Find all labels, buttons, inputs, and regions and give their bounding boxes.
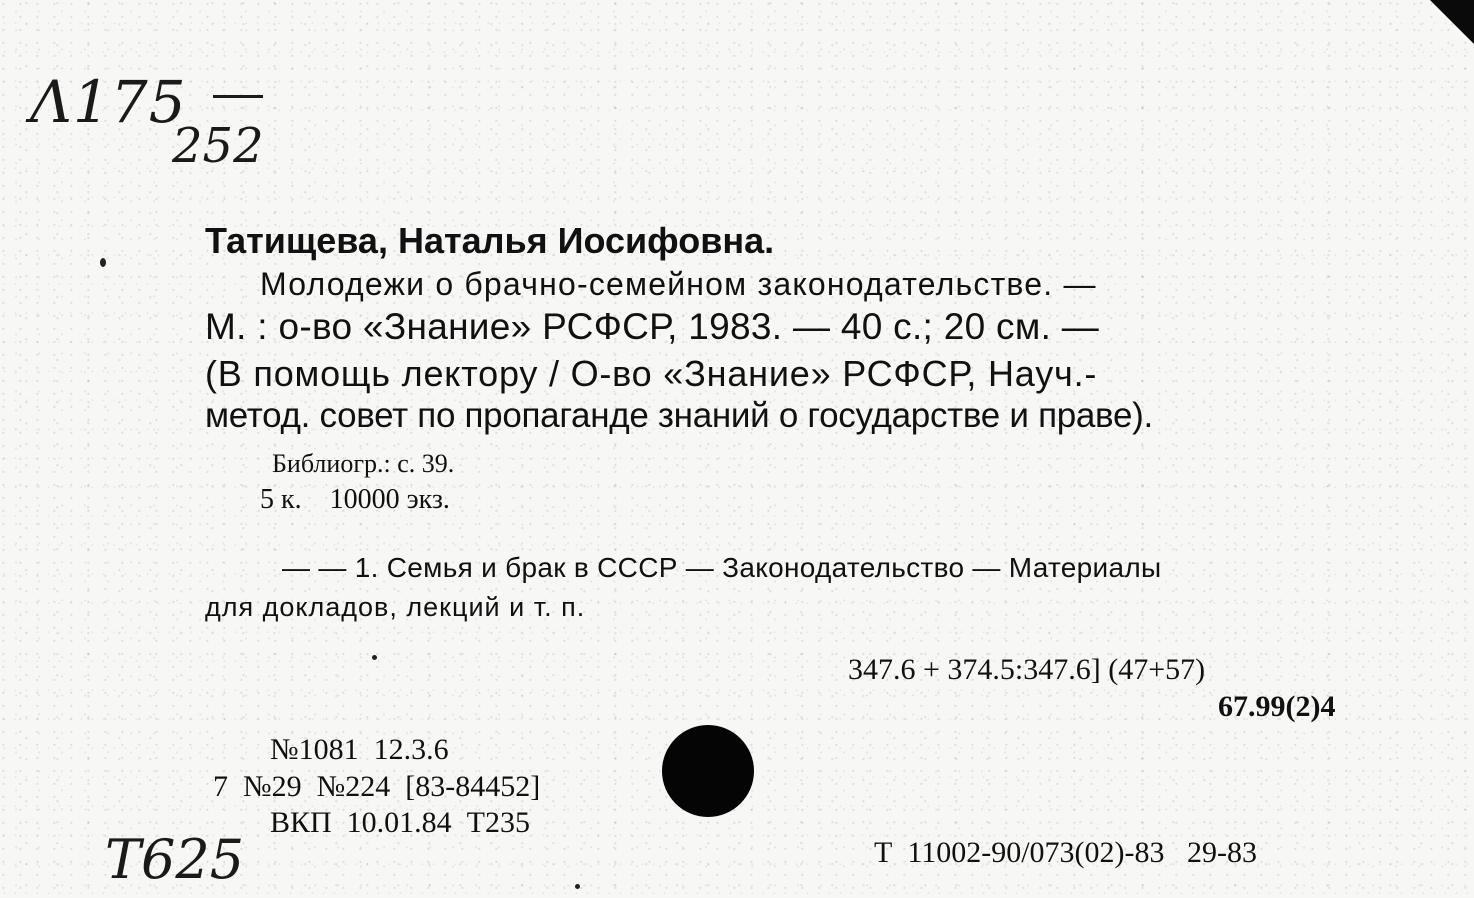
author-mark: T625 [105,828,245,891]
title-line-1: Молодежи о брачно-семейном законодательстве. — [260,266,1097,302]
speck [100,258,106,267]
udc-index: 347.6 + 374.5:347.6] (47+57) [848,653,1206,686]
bibliography-note: Библиогр.: с. 39. [272,449,455,478]
cut-corner [1430,0,1474,44]
subject-line-1: — — 1. Семья и брак в СССР — Законодательство — Материалы [282,552,1162,583]
speck [575,884,580,889]
subject-line-2: для докладов, лекций и т. п. [205,592,586,622]
title-line-2: М. : о-во «Знание» РСФСР, 1983. — 40 с.; 20 см. — [205,306,1100,347]
bbk-index: 67.99(2)4 [1218,690,1336,723]
publisher-code: Т 11002-90/073(02)-83 29-83 [874,836,1257,869]
punch-hole [662,725,754,817]
class-mark-bottom: 252 [172,118,264,174]
registry-line-3: ВКП 10.01.84 Т235 [270,806,531,839]
speck [372,655,377,660]
price-print-run: 5 к. 10000 экз. [260,484,450,515]
registry-line-1: №1081 12.3.6 [270,733,449,766]
title-line-3: (В помощь лектору / О-во «Знание» РСФСР, Науч.- [205,353,1098,394]
title-line-4: метод. совет по пропаганде знаний о государстве и праве). [205,396,1153,435]
class-mark-top: Λ175 [30,68,187,136]
author-heading: Татищева, Наталья Иосифовна. [205,220,775,261]
registry-line-2: 7 №29 №224 [83-84452] [213,770,541,803]
class-mark-bar [213,95,263,98]
